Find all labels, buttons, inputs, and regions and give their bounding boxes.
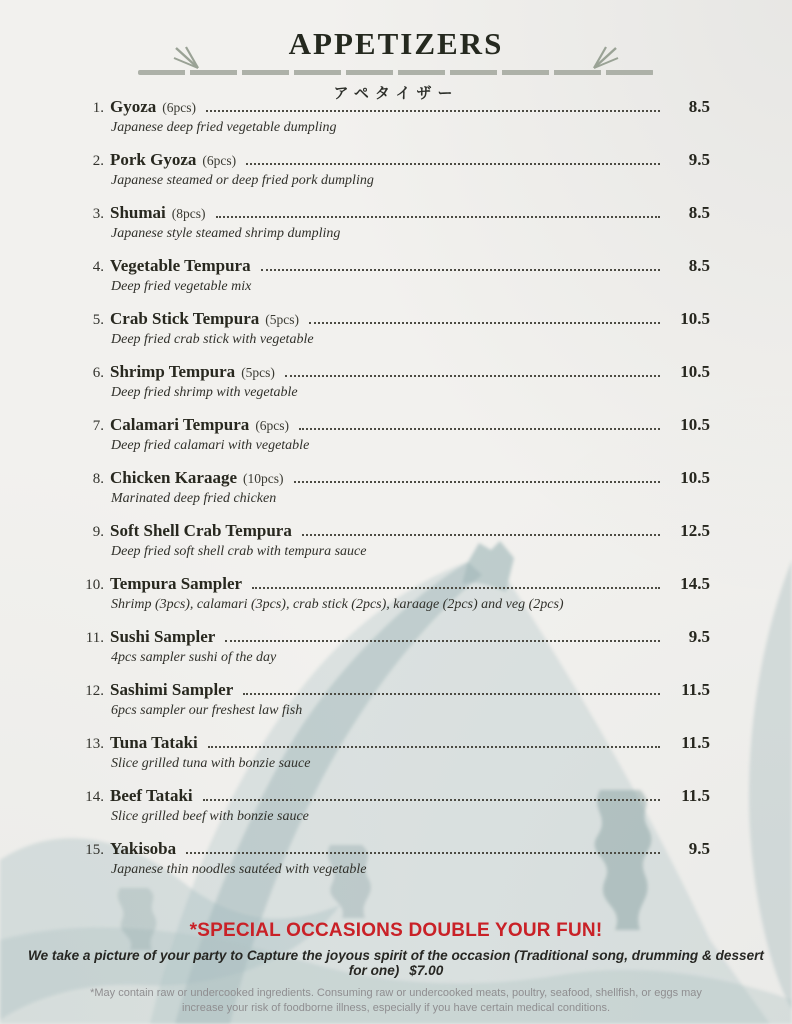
bamboo-line [138,70,654,75]
item-description: Shrimp (3pcs), calamari (3pcs), crab stick (2pcs), karaage (2pcs) and veg (2pcs) [111,597,564,612]
dot-leader [302,534,660,536]
raw-food-disclaimer: *May contain raw or undercooked ingredients. Consuming raw or undercooked meats, poultry, seafood, shellfish, or eggs may increase your risk of foodborne illness, especially if you have certain medical conditions. [90,987,702,1014]
dot-leader [285,375,660,377]
menu-item-line [80,733,710,753]
item-price: 12.5 [680,521,710,540]
item-price: 8.5 [688,97,710,116]
dot-leader [225,640,660,642]
dot-leader [208,746,660,748]
item-description: 6pcs sampler our freshest law fish [111,703,303,718]
item-number: 5. [92,312,104,328]
item-name: Shumai [110,203,166,222]
bamboo-leaf-icon [172,46,202,70]
menu-item [80,574,710,614]
menu-item-line [80,627,710,647]
bamboo-divider [138,68,654,75]
dot-leader [216,216,661,218]
item-description: 4pcs sampler sushi of the day [111,650,277,665]
item-name: Soft Shell Crab Tempura [110,521,292,540]
item-number: 3. [92,206,104,222]
menu-item [80,733,710,773]
menu-item-line [80,521,710,541]
item-number: 2. [92,153,104,169]
menu-item-line [80,256,710,276]
item-price: 10.5 [680,362,710,381]
item-piece-count: (10pcs) [243,471,284,486]
menu-item-line [80,97,710,117]
item-name: Sashimi Sampler [110,680,234,699]
menu-item [80,627,710,667]
item-name: Shrimp Tempura [110,362,236,381]
item-piece-count: (6pcs) [202,153,237,168]
item-name: Pork Gyoza [110,150,197,169]
menu-item [80,97,710,137]
item-number: 14. [85,789,104,805]
dot-leader [309,322,660,324]
item-description: Japanese steamed or deep fried pork dumpling [111,173,374,188]
menu-item [80,150,710,190]
special-occasions-title: *SPECIAL OCCASIONS DOUBLE YOUR FUN! [189,920,603,941]
item-price: 10.5 [680,468,710,487]
item-piece-count: (8pcs) [171,206,206,221]
dot-leader [243,693,660,695]
item-price: 11.5 [681,680,710,699]
item-name: Vegetable Tempura [110,256,251,275]
dot-leader [186,852,660,854]
item-name: Sushi Sampler [110,627,216,646]
item-name: Crab Stick Tempura [110,309,260,328]
bamboo-leaf-icon [590,46,620,70]
menu-item [80,256,710,296]
item-price: 9.5 [688,150,710,169]
item-price: 8.5 [688,203,710,222]
item-piece-count: (6pcs) [255,418,290,433]
item-price: 11.5 [681,786,710,805]
dot-leader [252,587,660,589]
footer [0,920,792,1024]
dot-leader [299,428,660,430]
item-price: 9.5 [688,627,710,646]
header [0,26,792,103]
item-name: Tempura Sampler [110,574,243,593]
dot-leader [294,481,660,483]
item-description: Slice grilled beef with bonzie sauce [111,809,309,824]
item-price: 8.5 [688,256,710,275]
item-description: Marinated deep fried chicken [111,491,277,506]
item-description: Slice grilled tuna with bonzie sauce [111,756,311,771]
item-price: 9.5 [688,839,710,858]
special-occasions-price: $7.00 [409,963,444,978]
item-piece-count: (5pcs) [241,365,275,380]
item-name: Beef Tataki [110,786,193,805]
menu-item [80,362,710,402]
menu-item [80,680,710,720]
item-number: 8. [92,471,104,487]
item-number: 7. [92,418,104,434]
item-price: 10.5 [680,415,710,434]
menu-item [80,415,710,455]
item-piece-count: (5pcs) [265,312,299,327]
menu-item [80,786,710,826]
menu-item-line [80,415,710,435]
item-number: 1. [92,100,104,116]
dot-leader [206,110,660,112]
item-price: 14.5 [680,574,710,593]
item-description: Japanese deep fried vegetable dumpling [111,120,337,135]
menu-item-line [80,574,710,594]
item-description: Deep fried shrimp with vegetable [111,385,298,400]
menu-item-line [80,786,710,806]
item-number: 4. [92,259,104,275]
menu-item [80,203,710,243]
item-number: 10. [85,577,104,593]
item-description: Deep fried crab stick with vegetable [111,332,314,347]
menu-item-line [80,309,710,329]
menu-item [80,468,710,508]
menu-item-line [80,680,710,700]
item-description: Japanese thin noodles sautéed with vegetable [111,862,367,877]
menu-item-line [80,203,710,223]
item-number: 11. [85,630,104,646]
item-number: 9. [92,524,104,540]
menu-item-line [80,150,710,170]
item-number: 12. [85,683,104,699]
special-occasions-description [20,948,772,978]
appetizers-list [80,97,710,892]
item-name: Yakisoba [110,839,177,858]
item-description: Deep fried vegetable mix [111,279,252,294]
item-number: 15. [85,842,104,858]
item-description: Japanese style steamed shrimp dumpling [111,226,341,241]
menu-item [80,521,710,561]
page-title: APPETIZERS [288,26,504,61]
item-number: 6. [92,365,104,381]
item-price: 11.5 [681,733,710,752]
menu-item-line [80,362,710,382]
menu-item [80,839,710,879]
item-name: Chicken Karaage [110,468,238,487]
item-piece-count: (6pcs) [162,100,197,115]
menu-item-line [80,468,710,488]
item-price: 10.5 [680,309,710,328]
item-description: Deep fried calamari with vegetable [111,438,310,453]
dot-leader [246,163,660,165]
special-occasions-text: We take a picture of your party to Capture the joyous spirit of the occasion (Traditional song, drumming & dessert for one) [28,948,764,978]
menu-item [80,309,710,349]
item-name: Calamari Tempura [110,415,250,434]
item-description: Deep fried soft shell crab with tempura sauce [111,544,367,559]
japanese-subtitle: アペタイザー [333,84,459,102]
item-name: Gyoza [110,97,157,116]
item-name: Tuna Tataki [110,733,198,752]
dot-leader [261,269,660,271]
dot-leader [203,799,660,801]
menu-item-line [80,839,710,859]
item-number: 13. [85,736,104,752]
